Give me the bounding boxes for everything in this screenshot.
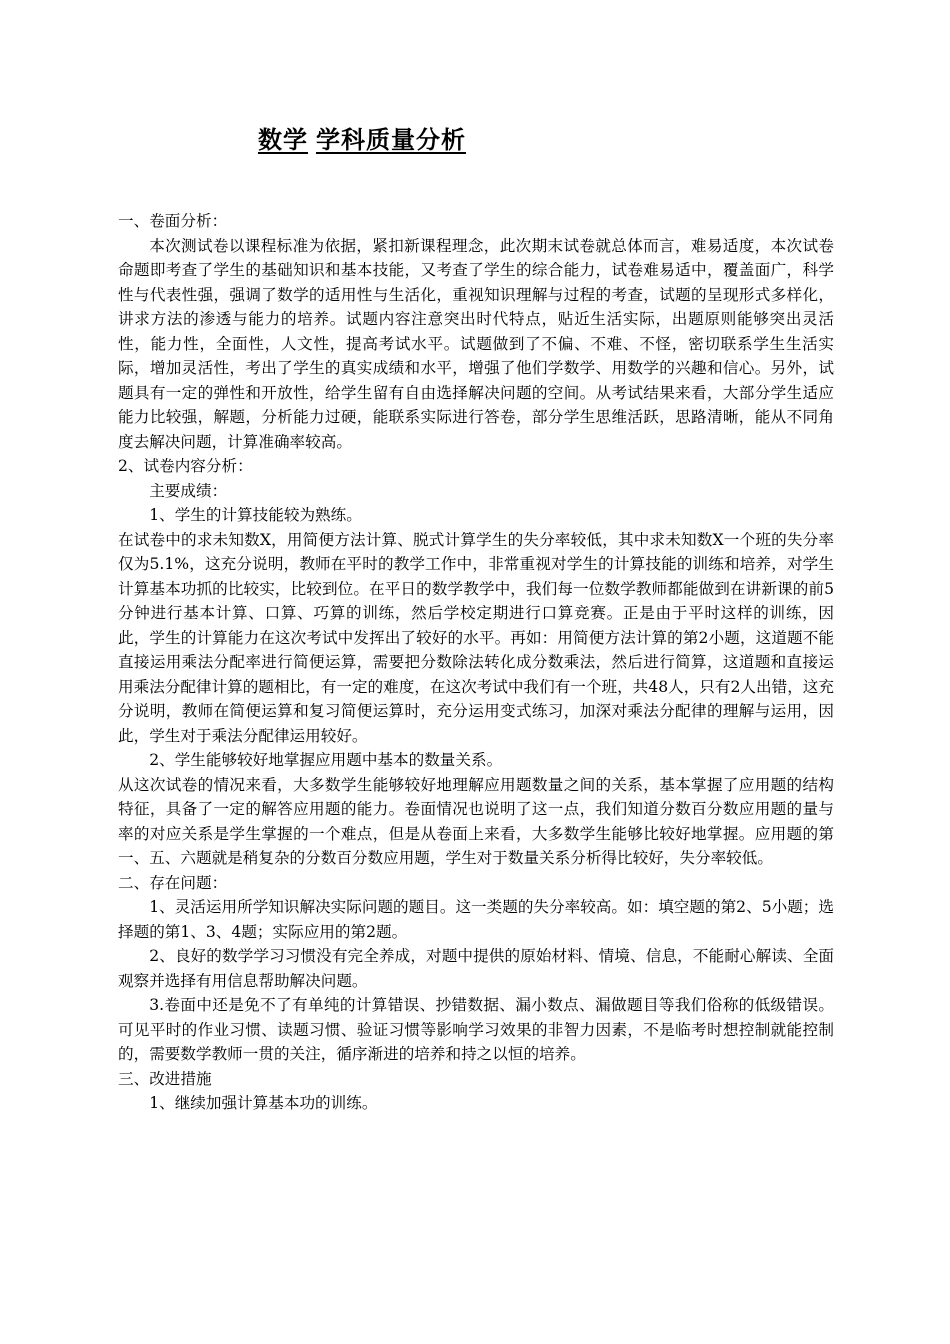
paragraph-paper-analysis: 本次测试卷以课程标准为依据，紧扣新课程理念，此次期末试卷就总体而言，难易适度，本次试卷命题即考查了学生的基础知识和基本技能，又考查了学生的综合能力，试卷难易适中，覆盖面广，科学性与代表性强，强调了数学的适用性与生活化，重视知识理解与过程的考查，试题的呈现形式多样化，讲求方法的渗透与能力的培养。试题内容注意突出时代特点，贴近生活实际，出题原则能够突出灵活性，能力性，全面性，人文性，提高考试水平。试题做到了不偏、不难、不怪，密切联系学生生活实际，增加灵活性，考出了学生的真实成绩和水平，增强了他们学数学、用数学的兴趣和信心。另外，试题具有一定的弹性和开放性，给学生留有自由选择解决问题的空间。从考试结果来看，大部分学生适应能力比较强，解题，分析能力过硬，能联系实际进行答卷，部分学生思维活跃，思路清晰，能从不同角度去解决问题，计算准确率较高。 <box>118 236 834 451</box>
achievement-item-2-text: 从这次试卷的情况来看，大多数学生能够较好地理解应用题数量之间的关系，基本掌握了应用题的结构特征，具备了一定的解答应用题的能力。卷面情况也说明了这一点，我们知道分数百分数应用题的量与率的对应关系是学生掌握的一个难点，但是从卷面上来看，大多数学生能够比较好地掌握。应用题的第一、五、六题就是稍复杂的分数百分数应用题，学生对于数量关系分析得比较好，失分率较低。 <box>118 775 834 867</box>
section-heading-problems: 二、存在问题： <box>118 873 228 892</box>
document-body <box>118 209 834 1116</box>
achievement-item-2: 2、学生能够较好地掌握应用题中基本的数量关系。 <box>149 751 503 769</box>
improvement-item-1: 1、继续加强计算基本功的训练。 <box>149 1094 378 1112</box>
title-subject: 数学 <box>258 126 308 154</box>
section-heading-paper-analysis: 一、卷面分析： <box>118 212 228 230</box>
document-title <box>258 120 466 155</box>
achievement-item-1-text: 在试卷中的求未知数X，用简便方法计算、脱式计算学生的失分率较低，其中求未知数X一个班的失分率仅为5.1%，这充分说明，教师在平时的教学工作中，非常重视对学生的计算技能的训练和培养，对学生计算基本功抓的比较实，比较到位。在平日的数学教学中，我们每一位数学教师都能做到在讲新课的前5分钟进行基本计算、口算、巧算的训练，然后学校定期进行口算竞赛。正是由于平时这样的训练，因此，学生的计算能力在这次考试中发挥出了较好的水平。再如：用简便方法计算的第2小题，这道题不能直接运用乘法分配率进行简便运算，需要把分数除法转化成分数乘法，然后进行简算，这道题和直接运用乘法分配律计算的题相比，有一定的难度，在这次考试中我们有一个班，共48人，只有2人出错，这充分说明，教师在简便运算和复习简便运算时，充分运用变式练习，加深对乘法分配律的理解与运用，因此，学生对于乘法分配律运用较好。 <box>118 530 834 745</box>
title-text: 学科质量分析 <box>316 126 466 154</box>
section-heading-content-analysis: 2、试卷内容分析： <box>118 457 253 475</box>
problem-item-2: 2、良好的数学学习习惯没有完全养成，对题中提供的原始材料、情境、信息，不能耐心解读、全面观察并选择有用信息帮助解决问题。 <box>118 947 834 990</box>
problem-item-3: 3.卷面中还是免不了有单纯的计算错误、抄错数据、漏小数点、漏做题目等我们俗称的低级错误。可见平时的作业习惯、读题习惯、验证习惯等影响学习效果的非智力因素，不是临考时想控制就能控制的，需要数学教师一贯的关注，循序渐进的培养和持之以恒的培养。 <box>118 996 834 1063</box>
section-heading-improvements: 三、改进措施 <box>118 1069 212 1088</box>
problem-item-1: 1、灵活运用所学知识解决实际问题的题目。这一类题的失分率较高。如：填空题的第2、5小题；选择题的第1、3、4题；实际应用的第2题。 <box>118 898 834 941</box>
achievement-item-1: 1、学生的计算技能较为熟练。 <box>149 506 362 524</box>
subheading-main-achievements: 主要成绩： <box>149 481 228 500</box>
